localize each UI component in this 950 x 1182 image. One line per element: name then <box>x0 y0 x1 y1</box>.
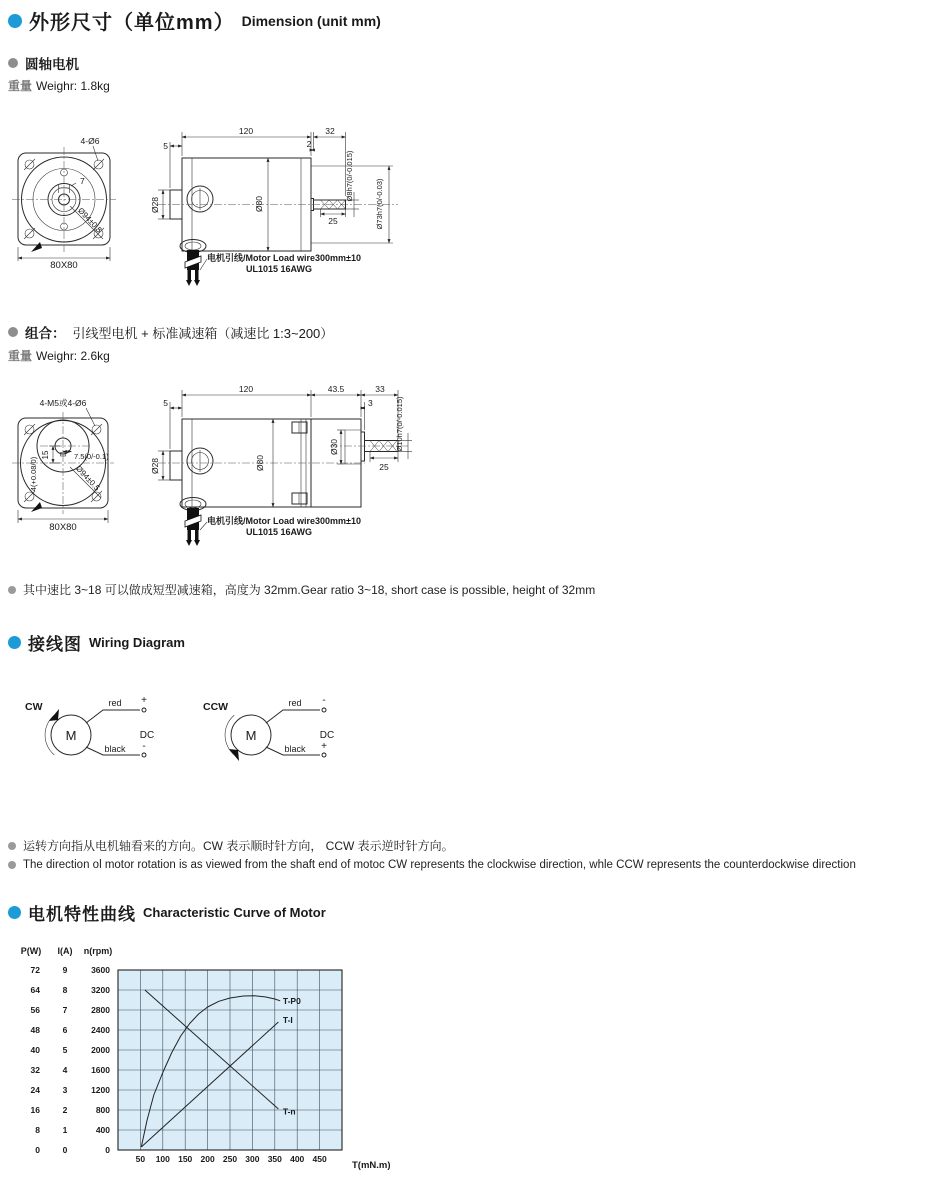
curve-section-header <box>8 900 326 925</box>
dim-output-boss-dia: Ø30 <box>329 438 339 456</box>
combination-title-bold: 组合： <box>25 326 66 341</box>
x-tick-label: 150 <box>178 1154 193 1164</box>
motor-symbol: M <box>245 728 257 743</box>
wiring-cw <box>25 695 154 757</box>
weight-label-zh: 重量 <box>8 349 33 363</box>
x-tick-label: 100 <box>155 1154 170 1164</box>
red-wire-label: red <box>288 698 302 708</box>
y-tick-label: 9 <box>62 965 68 975</box>
lead-wire-label-1: 电机引线/Motor Load wire300mm±10 <box>207 516 361 526</box>
characteristic-curve-chart <box>0 935 480 1182</box>
x-axis-title: T(mN.m) <box>352 1160 391 1171</box>
gear-note-row <box>8 581 595 598</box>
finish-mark-icon <box>31 242 42 252</box>
y-tick-label: 1 <box>62 1125 68 1135</box>
cw-label: CW <box>25 701 43 713</box>
wiring-ccw <box>203 695 334 761</box>
dim-body-length: 120 <box>238 126 254 136</box>
y-tick-label: 48 <box>30 1025 40 1035</box>
rotation-note-zh-row <box>8 837 454 854</box>
dim-shaft-dia: Ø8h7(0/-0.015) <box>345 150 354 202</box>
series-label: T-I <box>282 1015 293 1025</box>
dim-bolt-circle: Ø94±0.5 <box>74 464 102 493</box>
combination-title-rest: 引线型电机 + 标准减速箱（减速比 1:3~200） <box>72 325 334 341</box>
x-tick-label: 400 <box>290 1154 305 1164</box>
terminal-icon <box>142 708 146 712</box>
y-tick-label: 64 <box>30 985 40 995</box>
x-tick-label: 450 <box>312 1154 327 1164</box>
dim-shaft-length: 32 <box>325 126 335 136</box>
y-tick-label: 2000 <box>91 1045 110 1055</box>
y-tick-label: 5 <box>62 1045 68 1055</box>
motor-symbol: M <box>65 728 77 743</box>
y-axis-header: n(rpm) <box>83 946 113 956</box>
y-tick-label: 800 <box>95 1105 110 1115</box>
dim-offset: 15 <box>41 450 50 460</box>
dim-flat-length: 25 <box>379 462 389 472</box>
x-tick-label: 50 <box>135 1154 146 1164</box>
rotation-arrow-icon <box>49 709 59 721</box>
y-tick-label: 3200 <box>91 985 110 995</box>
black-wire-label: black <box>104 744 126 754</box>
gearmotor-drawing <box>0 370 470 555</box>
x-tick-label: 350 <box>267 1154 282 1164</box>
dim-flange: 80X80 <box>50 260 78 271</box>
y-tick-label: 6 <box>62 1025 68 1035</box>
ccw-bottom-sign: + <box>321 741 327 752</box>
y-tick-label: 8 <box>35 1125 40 1135</box>
dim-step: 2 <box>306 139 312 149</box>
dim-key-depth: 7.5(0/-0.1) <box>74 452 109 461</box>
section-bullet-icon <box>8 636 21 649</box>
terminal-icon <box>322 753 326 757</box>
dim-gearbox-length: 43.5 <box>327 384 345 394</box>
gear-note-text: 其中速比 3~18 可以做成短型减速箱，高度为 32mm.Gear ratio 3~18, short case is possible, height of 32mm <box>23 583 596 597</box>
dim-shaft-length: 33 <box>375 384 385 394</box>
y-tick-label: 0 <box>35 1145 40 1155</box>
rotation-note-en: The direction ol motor rotation is as viewed from the shaft end of motoc CW represents the clockwise direction, whle CCW represents the counterdockwise direction <box>23 859 856 871</box>
weight-value: Weighr: 1.8kg <box>36 79 110 93</box>
dim-bolt-circle: Ø94±0.5 <box>76 206 104 235</box>
dim-body-dia: Ø80 <box>254 195 264 213</box>
weight-value: Weighr: 2.6kg <box>36 349 110 363</box>
dim-body-dia: Ø80 <box>255 454 265 472</box>
combination-subheader <box>8 322 333 342</box>
black-wire-label: black <box>284 744 306 754</box>
y-tick-label: 8 <box>62 985 68 995</box>
y-tick-label: 1200 <box>91 1085 110 1095</box>
cw-bottom-sign: - <box>142 741 146 752</box>
section-title-zh: 外形尺寸（单位mm） <box>29 12 235 34</box>
dim-mount-holes: 4-Ø6 <box>80 136 100 146</box>
round-motor-side-view <box>150 126 398 286</box>
dim-flat-length: 25 <box>328 216 338 226</box>
round-motor-title: 圆轴电机 <box>25 57 79 72</box>
y-tick-label: 400 <box>95 1125 110 1135</box>
round-motor-front-view <box>12 136 116 271</box>
dim-register-dia: Ø73h7(0/-0.03) <box>375 178 384 230</box>
y-tick-label: 40 <box>30 1045 40 1055</box>
y-tick-label: 0 <box>105 1145 110 1155</box>
rotation-note-zh: 运转方向指从电机轴看来的方向。CW 表示顺时针方向， CCW 表示逆时针方向。 <box>23 839 454 853</box>
ccw-label: CCW <box>203 701 229 713</box>
y-tick-label: 72 <box>30 965 40 975</box>
dim-flange: 80X80 <box>49 522 77 533</box>
round-motor-weight <box>8 77 110 94</box>
cw-top-sign: + <box>141 695 147 706</box>
y-tick-label: 2400 <box>91 1025 110 1035</box>
dim-key-width: 4(+0.08/0) <box>29 456 38 492</box>
ccw-top-sign: - <box>322 695 326 706</box>
note-bullet-icon <box>8 586 16 594</box>
y-tick-label: 56 <box>30 1005 40 1015</box>
lead-wire-label-2: UL1015 16AWG <box>246 527 313 537</box>
y-axis-header: I(A) <box>57 946 73 956</box>
wiring-title-zh: 接线图 <box>28 635 82 654</box>
dim-boss-dia: Ø28 <box>150 457 160 475</box>
y-tick-label: 3 <box>62 1085 68 1095</box>
lead-wire <box>180 240 361 287</box>
series-label: T-P0 <box>282 996 301 1006</box>
wiring-diagram <box>0 690 420 780</box>
y-tick-label: 1600 <box>91 1065 110 1075</box>
curve-title-en: Characteristic Curve of Motor <box>143 905 326 920</box>
x-tick-label: 300 <box>245 1154 260 1164</box>
gearmotor-side-view <box>150 384 412 546</box>
y-tick-label: 2800 <box>91 1005 110 1015</box>
weight-label-zh: 重量 <box>8 79 33 93</box>
y-tick-label: 4 <box>62 1065 68 1075</box>
y-tick-label: 24 <box>30 1085 40 1095</box>
dim-mount-holes: 4-M5或4-Ø6 <box>39 398 87 408</box>
y-tick-label: 32 <box>30 1065 40 1075</box>
section-dimension-header <box>8 6 381 35</box>
series-label: T-n <box>282 1106 296 1117</box>
wiring-title-en: Wiring Diagram <box>89 635 185 650</box>
round-motor-drawing <box>0 120 470 295</box>
curve-title-zh: 电机特性曲线 <box>28 905 136 924</box>
red-wire-label: red <box>108 698 122 708</box>
sub-bullet-icon <box>8 327 18 337</box>
lead-wire <box>180 498 361 547</box>
y-tick-label: 3600 <box>91 965 110 975</box>
gearmotor-front-view <box>12 398 114 533</box>
dim-body-length: 120 <box>238 384 254 394</box>
sub-bullet-icon <box>8 58 18 68</box>
lead-wire-label-2: UL1015 16AWG <box>246 264 313 274</box>
wiring-section-header <box>8 630 185 655</box>
x-tick-label: 200 <box>200 1154 215 1164</box>
note-bullet-icon <box>8 861 16 869</box>
y-axis-header: P(W) <box>20 946 42 956</box>
dim-shaft: 7 <box>80 176 85 186</box>
round-motor-subheader <box>8 53 79 73</box>
y-tick-label: 2 <box>62 1105 68 1115</box>
terminal-icon <box>142 753 146 757</box>
y-tick-label: 16 <box>30 1105 40 1115</box>
y-tick-label: 7 <box>62 1005 68 1015</box>
section-bullet-icon <box>8 14 22 28</box>
dim-boss-length: 5 <box>163 141 168 151</box>
rotation-note-en-row <box>8 859 856 871</box>
dim-boss-length: 5 <box>163 398 168 408</box>
dim-step: 3 <box>368 398 373 408</box>
section-title-en: Dimension (unit mm) <box>241 12 381 29</box>
finish-mark-icon <box>31 502 42 512</box>
terminal-icon <box>322 708 326 712</box>
y-tick-label: 0 <box>62 1145 68 1155</box>
dim-boss-dia: Ø28 <box>150 196 160 214</box>
note-bullet-icon <box>8 842 16 850</box>
dc-label: DC <box>139 730 155 741</box>
combination-weight <box>8 347 110 364</box>
rotation-arrow-icon <box>229 749 239 761</box>
dim-shaft-dia: Ø10h7(0/-0.015) <box>395 396 404 452</box>
lead-wire-label-1: 电机引线/Motor Load wire300mm±10 <box>207 253 361 263</box>
x-tick-label: 250 <box>222 1154 238 1164</box>
dc-label: DC <box>319 730 335 741</box>
section-bullet-icon <box>8 906 21 919</box>
